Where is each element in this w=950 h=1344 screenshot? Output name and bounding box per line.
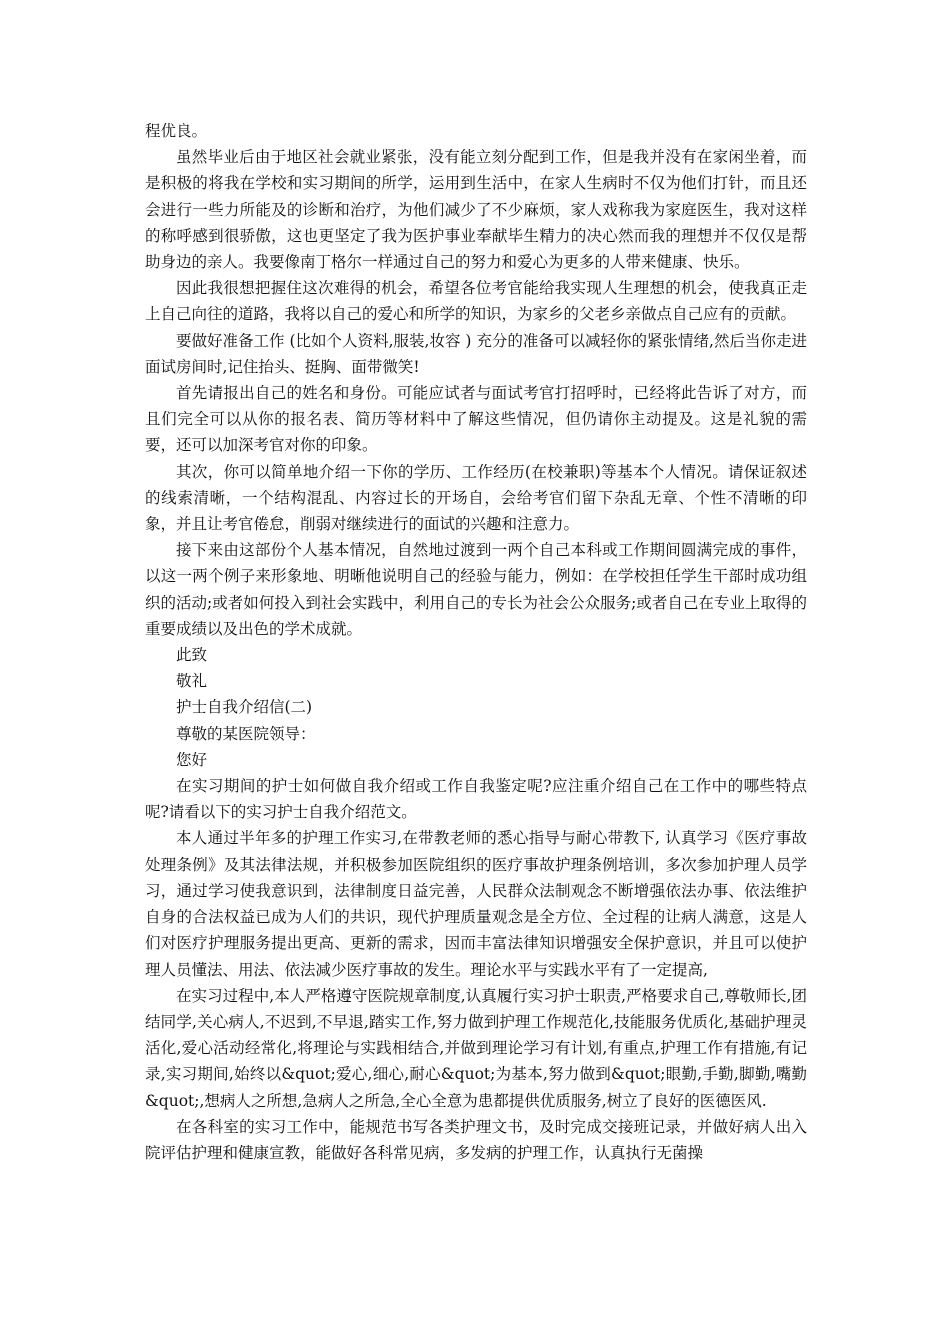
paragraph-body-3: 在各科室的实习工作中，能规范书写各类护理文书，及时完成交接班记录，并做好病人出入院评估护理和健康宣教，能做好各科常见病，多发病的护理工作，认真执行无菌操 xyxy=(145,1117,807,1162)
paragraph-body-1: 本人通过半年多的护理工作实习,在带教老师的悉心指导与耐心带教下, 认真学习《医疗事故处理条例》及其法律法规，并积极参加医院组织的医疗事故护理条例培训，多次参加护理人员学习，通过学习使我意识到，法律制度日益完善，人民群众法制观念不断增强依法办事、依法维护自身的合法权益已成为人们的共识，现代护理质量观念是全方位、全过程的让病人满意，这是人们对医疗护理服务提出更高、更新的需求，因而丰富法律知识增强安全保护意识，并且可以使护理人员懂法、用法、依法减少医疗事故的发生。理论水平与实践水平有了一定提高, xyxy=(145,829,807,979)
paragraph-7: 接下来由这部份个人基本情况，自然地过渡到一两个自己本科或工作期间圆满完成的事件，以这一两个例子来形象地、明晰他说明自己的经验与能力，例如：在学校担任学生干部时成功组织的活动;或者如何投入到社会实践中，利用自己的专长为社会公众服务;或者自己在专业上取得的重要成绩以及出色的学术成就。 xyxy=(145,541,807,638)
closing-salutation: 此致 xyxy=(176,646,208,665)
section-title: 护士自我介绍信(二) xyxy=(176,698,313,717)
paragraph-3: 因此我很想把握住这次难得的机会，希望各位考官能给我实现人生理想的机会，使我真正走上自己向往的道路，我将以自己的爱心和所学的知识，为家乡的父老乡亲做点自己应有的贡献。 xyxy=(145,279,807,324)
paragraph-6: 其次，你可以简单地介绍一下你的学历、工作经历(在校兼职)等基本个人情况。请保证叙述的线索清晰，一个结构混乱、内容过长的开场自，会给考官们留下杂乱无章、个性不清晰的印象，并且让考官倦怠，削弱对继续进行的面试的兴趣和注意力。 xyxy=(145,462,807,534)
paragraph-body-2: 在实习过程中,本人严格遵守医院规章制度,认真履行实习护士职责,严格要求自己,尊敬师长,团结同学,关心病人,不迟到,不早退,踏实工作,努力做到护理工作规范化,技能服务优质化,基础护理灵活化,爱心活动经常化,将理论与实践相结合,并做到理论学习有计划,有重点,护理工作有措施,有记录,实习期间,始终以&quot;爱心,细心,耐心&quot;为基本,努力做到&quot;眼勤,手勤,脚勤,嘴勤&quot;,想病人之所想,急病人之所急,全心全意为患都提供优质服务,树立了良好的医德医风. xyxy=(145,986,807,1110)
paragraph-intro: 在实习期间的护士如何做自我介绍或工作自我鉴定呢?应注重介绍自己在工作中的哪些特点呢?请看以下的实习护士自我介绍范文。 xyxy=(145,777,807,822)
paragraph-4: 要做好准备工作 (比如个人资料,服装,妆容 ) 充分的准备可以减轻你的紧张情绪,然后当你走进面试房间时,记住抬头、挺胸、面带微笑! xyxy=(145,331,807,376)
closing-regards: 敬礼 xyxy=(176,672,208,691)
greeting-recipient: 尊敬的某医院领导： xyxy=(176,724,316,743)
document-body xyxy=(145,118,807,1166)
greeting-hello: 您好 xyxy=(176,750,208,769)
paragraph-2: 虽然毕业后由于地区社会就业紧张，没有能立刻分配到工作，但是我并没有在家闲坐着，而是积极的将我在学校和实习期间的所学，运用到生活中，在家人生病时不仅为他们打针，而且还会进行一些力所能及的诊断和治疗，为他们减少了不少麻烦，家人戏称我为家庭医生，我对这样的称呼感到很骄傲，这也更坚定了我为医护事业奉献毕生精力的决心然而我的理想并不仅仅是帮助身边的亲人。我要像南丁格尔一样通过自己的努力和爱心为更多的人带来健康、快乐。 xyxy=(145,148,807,272)
paragraph-5: 首先请报出自己的姓名和身份。可能应试者与面试考官打招呼时，已经将此告诉了对方，而且们完全可以从你的报名表、简历等材料中了解这些情况，但仍请你主动提及。这是礼貌的需要，还可以加深考官对你的印象。 xyxy=(145,384,807,455)
paragraph-1: 程优良。 xyxy=(145,122,208,140)
